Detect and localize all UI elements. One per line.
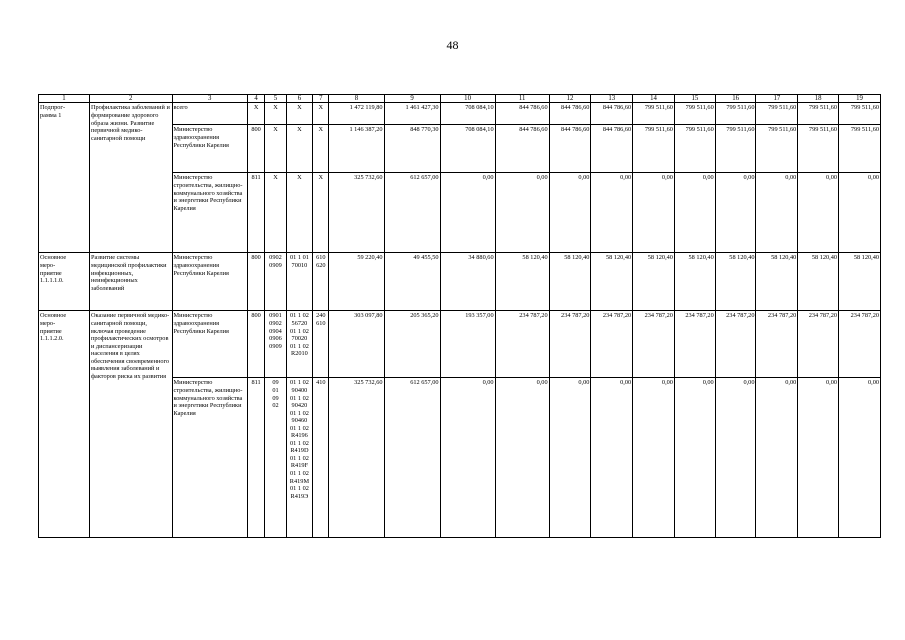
program-name-cell: Развитие системы медицинской профилактики инфекционных, неинфекционных заболеваний	[89, 253, 172, 311]
header-cell: 6	[286, 95, 313, 103]
vr-cell: X	[313, 103, 329, 125]
rzpr-cell: 09 01 09 02	[265, 378, 286, 538]
csr-cell: 01 1 02 90400 01 1 02 90420 01 1 02 90460 01 1 02 R4196 01 1 02 R419D 01 1 02 R419F 01 1 02 R419M 01 1 02 R419Э	[286, 378, 313, 538]
amount-cell: 0,00	[839, 378, 881, 538]
header-cell: 10	[440, 95, 495, 103]
amount-cell: 34 880,60	[440, 253, 495, 311]
amount-cell: 0,00	[674, 173, 715, 253]
amount-cell: 799 511,60	[715, 125, 756, 173]
amount-cell: 0,00	[440, 378, 495, 538]
header-cell: 2	[89, 95, 172, 103]
amount-cell: 0,00	[591, 173, 633, 253]
header-cell: 9	[384, 95, 440, 103]
table-row	[39, 103, 881, 125]
amount-cell: 205 365,20	[384, 311, 440, 378]
amount-cell: 0,00	[633, 173, 675, 253]
amount-cell: 799 511,60	[798, 103, 839, 125]
amount-cell: 0,00	[839, 173, 881, 253]
csr-cell: 01 1 01 70010	[286, 253, 313, 311]
amount-cell: 1 146 387,20	[329, 125, 384, 173]
header-row	[39, 95, 881, 103]
amount-cell: 799 511,60	[715, 103, 756, 125]
amount-cell: 799 511,60	[674, 125, 715, 173]
page-number: 48	[446, 38, 459, 52]
amount-cell: 848 770,30	[384, 125, 440, 173]
amount-cell: 0,00	[674, 378, 715, 538]
program-code-cell: Основное меро- приятие 1.1.1.2.0.	[39, 311, 90, 538]
header-cell: 17	[756, 95, 798, 103]
header-cell: 5	[265, 95, 286, 103]
amount-cell: 844 786,60	[591, 103, 633, 125]
header-cell: 18	[798, 95, 839, 103]
amount-cell: 612 657,00	[384, 173, 440, 253]
rzpr-cell: X	[265, 173, 286, 253]
amount-cell: 234 787,20	[674, 311, 715, 378]
rzpr-cell: X	[265, 125, 286, 173]
amount-cell: 1 472 119,80	[329, 103, 384, 125]
amount-cell: 0,00	[756, 173, 798, 253]
amount-cell: 234 787,20	[715, 311, 756, 378]
executor-cell: Министерство здравоохранения Республики Карелия	[172, 125, 247, 173]
csr-cell: 01 1 02 56720 01 1 02 70020 01 1 02 R2010	[286, 311, 313, 378]
amount-cell: 234 787,20	[549, 311, 591, 378]
amount-cell: 0,00	[715, 378, 756, 538]
amount-cell: 1 461 427,30	[384, 103, 440, 125]
amount-cell: 58 120,40	[591, 253, 633, 311]
amount-cell: 799 511,60	[756, 103, 798, 125]
executor-cell: Министерство здравоохранения Республики Карелия	[172, 253, 247, 311]
program-name-cell: Оказание первичной медико-санитарной помощи, включая проведение профилактических осмотров и диспансеризации населения в целях обеспечения своевременного выявления заболеваний и факторов риска их развития	[89, 311, 172, 538]
amount-cell: 844 786,60	[549, 125, 591, 173]
amount-cell: 844 786,60	[549, 103, 591, 125]
amount-cell: 325 732,60	[329, 378, 384, 538]
amount-cell: 325 732,60	[329, 173, 384, 253]
amount-cell: 234 787,20	[756, 311, 798, 378]
amount-cell: 234 787,20	[633, 311, 675, 378]
amount-cell: 799 511,60	[633, 125, 675, 173]
amount-cell: 0,00	[440, 173, 495, 253]
amount-cell: 58 120,40	[798, 253, 839, 311]
amount-cell: 58 120,40	[839, 253, 881, 311]
vr-cell: 410	[313, 378, 329, 538]
header-cell: 1	[39, 95, 90, 103]
csr-cell: X	[286, 173, 313, 253]
amount-cell: 234 787,20	[591, 311, 633, 378]
amount-cell: 234 787,20	[495, 311, 549, 378]
header-cell: 16	[715, 95, 756, 103]
header-cell: 7	[313, 95, 329, 103]
amount-cell: 0,00	[633, 378, 675, 538]
amount-cell: 799 511,60	[798, 125, 839, 173]
amount-cell: 844 786,60	[495, 103, 549, 125]
grbs-cell: 800	[247, 311, 264, 378]
executor-cell: Министерство строительства, жилищно-коммунального хозяйства и энергетики Республики Карелия	[172, 173, 247, 253]
header-cell: 8	[329, 95, 384, 103]
table-row	[39, 253, 881, 311]
rzpr-cell: X	[265, 103, 286, 125]
amount-cell: 799 511,60	[839, 103, 881, 125]
amount-cell: 0,00	[798, 378, 839, 538]
executor-cell: всего	[172, 103, 247, 125]
amount-cell: 0,00	[756, 378, 798, 538]
amount-cell: 0,00	[715, 173, 756, 253]
header-cell: 4	[247, 95, 264, 103]
executor-cell: Министерство строительства, жилищно-коммунального хозяйства и энергетики Республики Карелия	[172, 378, 247, 538]
vr-cell: X	[313, 173, 329, 253]
header-cell: 3	[172, 95, 247, 103]
rzpr-cell: 0902 0909	[265, 253, 286, 311]
rzpr-cell: 0901 0902 0904 0906 0909	[265, 311, 286, 378]
header-cell: 19	[839, 95, 881, 103]
grbs-cell: 811	[247, 378, 264, 538]
grbs-cell: 800	[247, 125, 264, 173]
header-cell: 11	[495, 95, 549, 103]
amount-cell: 58 120,40	[633, 253, 675, 311]
amount-cell: 59 220,40	[329, 253, 384, 311]
amount-cell: 0,00	[549, 378, 591, 538]
amount-cell: 303 097,80	[329, 311, 384, 378]
amount-cell: 708 084,10	[440, 125, 495, 173]
program-code-cell: Подпрог- рамма 1	[39, 103, 90, 253]
amount-cell: 58 120,40	[549, 253, 591, 311]
amount-cell: 193 357,00	[440, 311, 495, 378]
vr-cell: 610 620	[313, 253, 329, 311]
vr-cell: X	[313, 125, 329, 173]
executor-cell: Министерство здравоохранения Республики Карелия	[172, 311, 247, 378]
amount-cell: 58 120,40	[756, 253, 798, 311]
amount-cell: 799 511,60	[756, 125, 798, 173]
program-name-cell: Профилактика заболеваний и формирование здорового образа жизни. Развитие первичной медико-санитарной помощи	[89, 103, 172, 253]
grbs-cell: 811	[247, 173, 264, 253]
amount-cell: 799 511,60	[839, 125, 881, 173]
amount-cell: 0,00	[495, 378, 549, 538]
amount-cell: 612 657,00	[384, 378, 440, 538]
csr-cell: X	[286, 103, 313, 125]
vr-cell: 240 610	[313, 311, 329, 378]
amount-cell: 58 120,40	[495, 253, 549, 311]
grbs-cell: X	[247, 103, 264, 125]
header-cell: 15	[674, 95, 715, 103]
amount-cell: 0,00	[591, 378, 633, 538]
amount-cell: 234 787,20	[839, 311, 881, 378]
amount-cell: 0,00	[495, 173, 549, 253]
amount-cell: 58 120,40	[715, 253, 756, 311]
table-row	[39, 311, 881, 378]
header-cell: 13	[591, 95, 633, 103]
program-code-cell: Основное меро- приятие 1.1.1.1.0.	[39, 253, 90, 311]
amount-cell: 844 786,60	[591, 125, 633, 173]
amount-cell: 708 084,10	[440, 103, 495, 125]
amount-cell: 799 511,60	[633, 103, 675, 125]
amount-cell: 234 787,20	[798, 311, 839, 378]
amount-cell: 0,00	[549, 173, 591, 253]
amount-cell: 844 786,60	[495, 125, 549, 173]
budget-table	[38, 94, 881, 538]
csr-cell: X	[286, 125, 313, 173]
header-cell: 14	[633, 95, 675, 103]
amount-cell: 799 511,60	[674, 103, 715, 125]
header-cell: 12	[549, 95, 591, 103]
amount-cell: 58 120,40	[674, 253, 715, 311]
amount-cell: 49 455,50	[384, 253, 440, 311]
amount-cell: 0,00	[798, 173, 839, 253]
grbs-cell: 800	[247, 253, 264, 311]
